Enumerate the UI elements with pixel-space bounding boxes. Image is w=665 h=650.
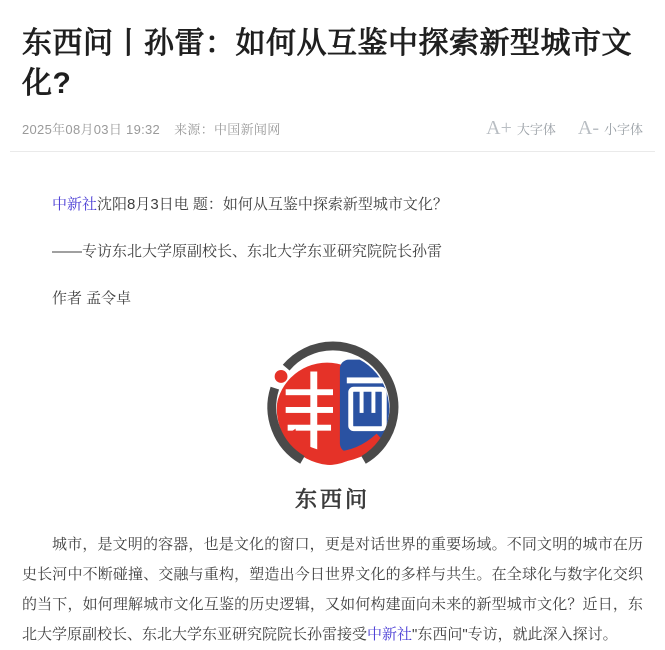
- font-smaller-button[interactable]: [578, 118, 643, 138]
- article-body: [22, 155, 643, 650]
- dongxiwen-logo-image: [257, 338, 409, 476]
- article-paragraph-dateline: [22, 190, 643, 220]
- page-title: 东西问丨孙雷：如何从互鉴中探索新型城市文化?: [22, 27, 632, 100]
- font-smaller-icon: A-: [577, 117, 599, 140]
- article-meta: [22, 119, 281, 138]
- main-paragraph-text-after: "东西问"专访，就此深入探讨。: [412, 626, 618, 644]
- article-paragraph-main: [22, 530, 643, 650]
- article-paragraph-subtitle: ——专访东北大学原副校长、东北大学东亚研究院院长孙雷: [52, 243, 443, 261]
- dateline-text: 沈阳8月3日电 题：如何从互鉴中探索新型城市文化？: [97, 196, 448, 214]
- font-size-controls: [486, 118, 643, 138]
- publish-datetime: 2025年08月03日 19:32: [22, 121, 161, 137]
- logo-red-dot: [274, 370, 287, 383]
- logo-figure: [22, 338, 643, 513]
- cns-agency-link-2[interactable]: 中新社: [367, 626, 413, 644]
- logo-caption: 东西问: [294, 487, 370, 513]
- font-larger-button[interactable]: [486, 118, 556, 138]
- source-link[interactable]: 中国新闻网: [214, 121, 281, 137]
- font-larger-icon: A+: [486, 117, 512, 140]
- font-smaller-label: 小字体: [603, 122, 643, 138]
- cns-agency-link[interactable]: 中新社: [52, 196, 98, 214]
- article-paragraph-author: 作者 孟令卓: [52, 290, 132, 308]
- meta-row: [22, 118, 643, 138]
- source-label: 来源：: [174, 121, 214, 137]
- font-larger-label: 大字体: [516, 122, 556, 138]
- main-paragraph-text-before: 城市，是文明的容器，也是文化的窗口，更是对话世界的重要场域。不同文明的城市在历史长河中不断碰撞、交融与重构，塑造出今日世界文化的多样与共生。在全球化与数字化交织的当下，如何理解城市文化互鉴的历史逻辑，又如何构建面向未来的新型城市文化？近日，东北大学原副校长、东北大学东亚研究院院长孙雷接受: [22, 536, 643, 644]
